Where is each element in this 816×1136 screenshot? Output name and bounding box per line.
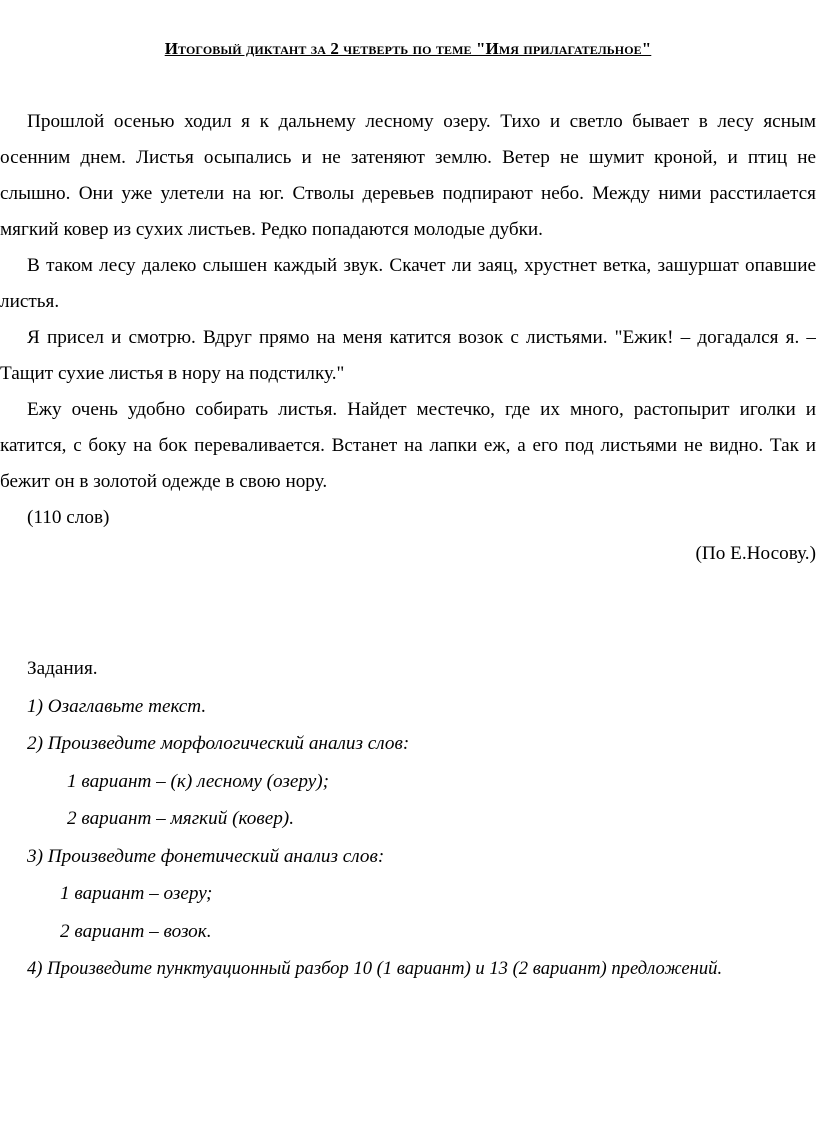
task-3: 3) Произведите фонетический анализ слов: (27, 845, 385, 867)
task-1: 1) Озаглавьте текст. (27, 695, 207, 717)
paragraph-1: Прошлой осенью ходил я к дальнему лесному озеру. Тихо и светло бывает в лесу ясным осенним днем. Листья осыпались и не затеняют землю. Ветер не шумит кроной, и птиц не слышно. Они уже улетели на юг. Стволы деревьев подпирают небо. Между ними расстилается мягкий ковер из сухих листьев. Редко попадаются молодые дубки. (0, 111, 816, 240)
task-2-variant-1: 1 вариант – (к) лесному (озеру); (67, 770, 330, 792)
document-title: Итоговый диктант за 2 четверть по теме "Имя прилагательное" (164, 39, 652, 58)
word-count: (110 слов) (27, 507, 110, 528)
paragraph-4: Ежу очень удобно собирать листья. Найдет местечко, где их много, растопырит иголки и катится, с боку на бок переваливается. Встанет на лапки еж, а его под листьями не видно. Так и бежит он в золотой одежде в свою нору. (0, 399, 816, 492)
task-3-variant-2: 2 вариант – возок. (60, 920, 212, 942)
tasks-heading: Задания. (27, 658, 98, 679)
dictation-text (0, 104, 816, 572)
paragraph-2: В таком лесу далеко слышен каждый звук. Скачет ли заяц, хрустнет ветка, зашуршат опавшие листья. (0, 255, 816, 312)
task-2: 2) Произведите морфологический анализ слов: (27, 733, 410, 754)
task-4: 4) Произведите пунктуационный разбор 10 (1 вариант) и 13 (2 вариант) предложений. (27, 958, 723, 979)
source-attribution: (По Е.Носову.) (695, 543, 816, 564)
tasks-section (0, 650, 816, 988)
task-3-variant-1: 1 вариант – озеру; (60, 883, 213, 904)
paragraph-3: Я присел и смотрю. Вдруг прямо на меня катится возок с листьями. "Ежик! – догадался я. – Тащит сухие листья в нору на подстилку." (0, 327, 816, 384)
task-2-variant-2: 2 вариант – мягкий (ковер). (67, 808, 294, 829)
